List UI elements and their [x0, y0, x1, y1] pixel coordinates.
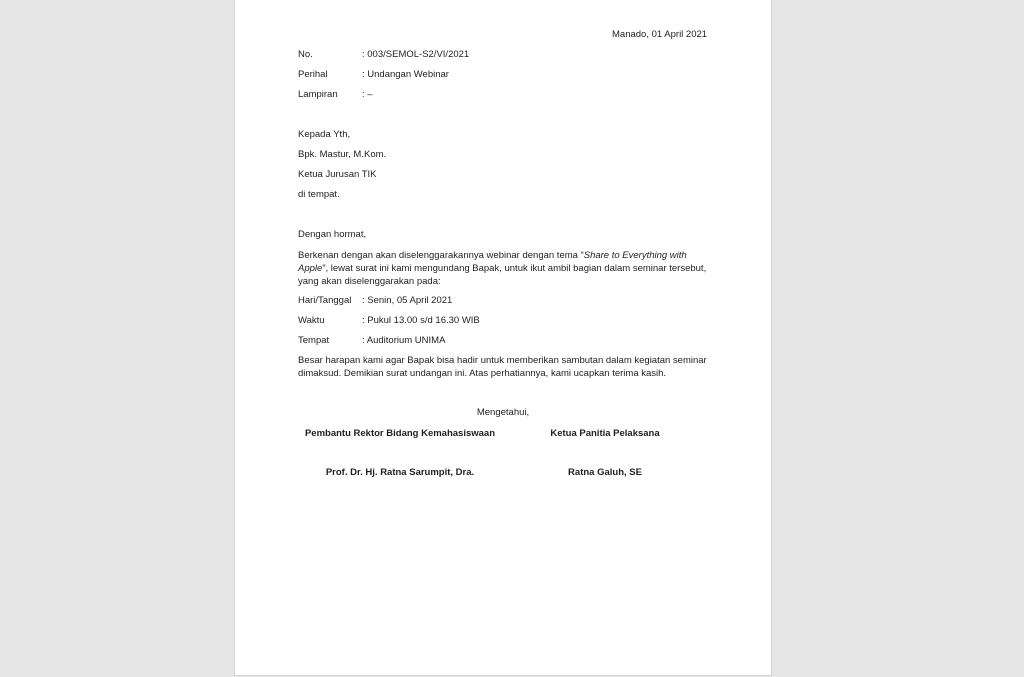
recipient-line: di tempat.: [298, 189, 340, 200]
closing-paragraph: Besar harapan kami agar Bapak bisa hadir untuk memberikan sambutan dalam kegiatan seminar dimaksud. Demikian surat undangan ini. Atas perhatiannya, kami ucapkan terima kasih.: [298, 355, 707, 379]
document-page: [234, 0, 772, 676]
header-value: : –: [362, 89, 373, 100]
greeting: Dengan hormat,: [298, 229, 367, 240]
detail-value: : Senin, 05 April 2021: [362, 295, 453, 306]
body-intro-before: Berkenan dengan akan diselenggarakannya webinar dengan tema “: [298, 250, 584, 261]
detail-row-date: [298, 294, 452, 307]
detail-value: : Auditorium UNIMA: [362, 335, 446, 346]
signatory-title-left: Pembantu Rektor Bidang Kemahasiswaan: [304, 428, 496, 439]
signatory-name-left: Prof. Dr. Hj. Ratna Sarumpit, Dra.: [325, 467, 475, 478]
detail-value: : Pukul 13.00 s/d 16.30 WIB: [362, 315, 480, 326]
header-row-attachment: [298, 88, 373, 101]
recipient-line: Bpk. Mastur, M.Kom.: [298, 149, 387, 160]
header-label: Lampiran: [298, 89, 338, 100]
recipient-line: Ketua Jurusan TIK: [298, 169, 377, 180]
body-intro-after: ”, lewat surat ini kami mengundang Bapak, untuk ikut ambil bagian dalam seminar tersebut, yang akan diselenggarakan pada:: [298, 263, 707, 287]
signatory-title-right: Ketua Panitia Pelaksana: [550, 428, 660, 439]
place-date: Manado, 01 April 2021: [612, 29, 708, 40]
detail-row-place: [298, 334, 445, 347]
body-theme: Share to Everything with Apple: [298, 250, 687, 274]
header-label: No.: [298, 49, 313, 60]
detail-label: Waktu: [298, 315, 325, 326]
detail-label: Hari/Tanggal: [298, 295, 352, 306]
recipient-line: Kepada Yth,: [298, 129, 351, 140]
detail-row-time: [298, 314, 480, 327]
header-value: : 003/SEMOL-S2/VI/2021: [362, 49, 470, 60]
signatory-name-right: Ratna Galuh, SE: [568, 467, 642, 478]
header-row-subject: [298, 68, 449, 81]
detail-label: Tempat: [298, 335, 330, 346]
acknowledged-label: Mengetahui,: [476, 407, 530, 418]
header-row-number: [298, 48, 469, 61]
body-intro: [298, 249, 718, 288]
header-value: : Undangan Webinar: [362, 69, 449, 80]
header-label: Perihal: [298, 69, 328, 80]
